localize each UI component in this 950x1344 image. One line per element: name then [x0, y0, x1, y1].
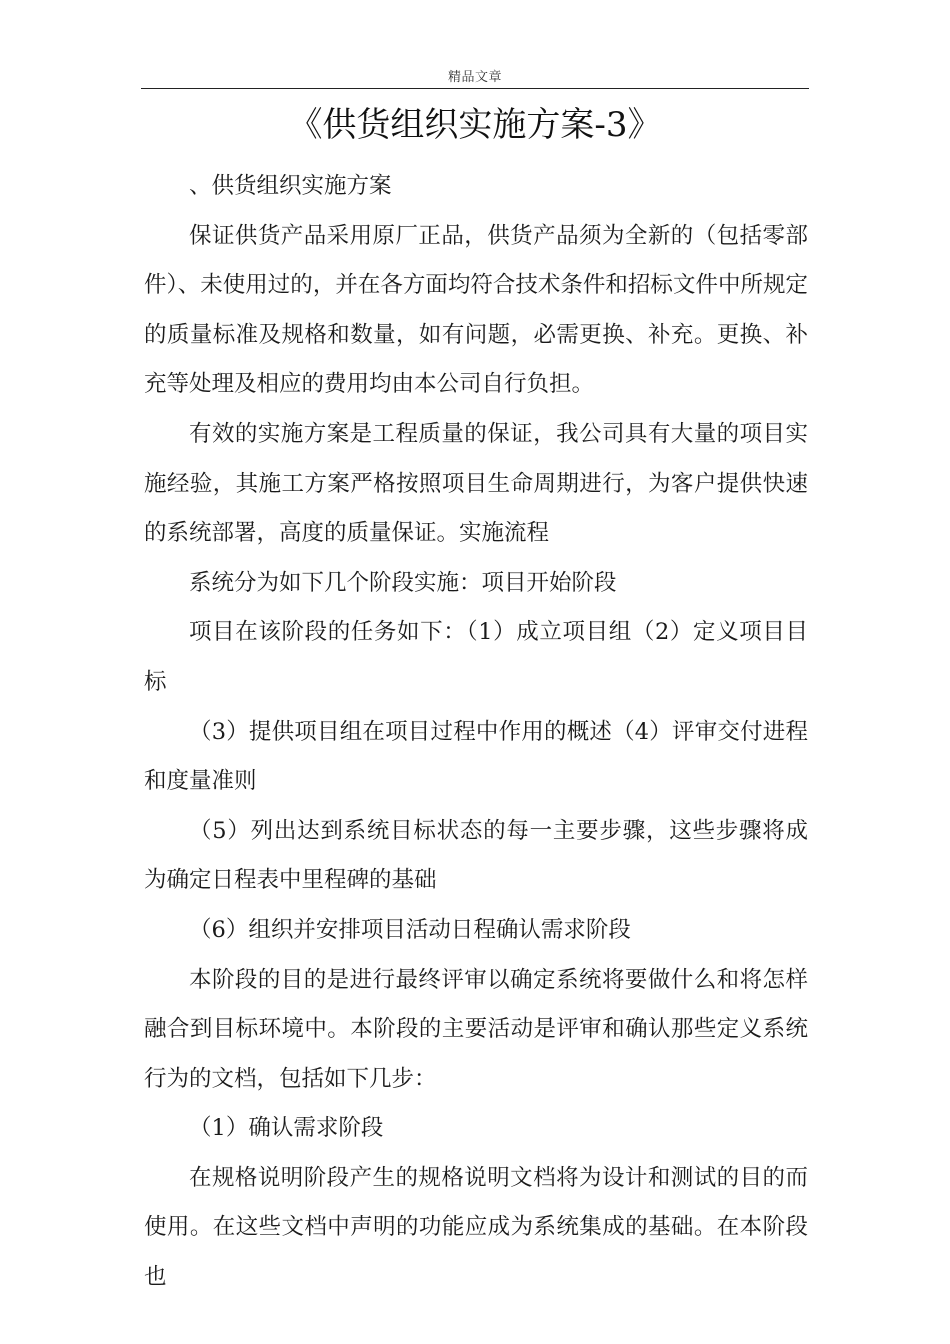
- paragraph-task-3-4: （3）提供项目组在项目过程中作用的概述（4）评审交付进程和度量准则: [144, 718, 808, 795]
- paragraph-implementation-plan: 有效的实施方案是工程质量的保证，我公司具有大量的项目实施经验，其施工方案严格按照项目生命周期进行，为客户提供快速的系统部署，高度的质量保证。实施流程: [144, 420, 808, 547]
- paragraph-spec-documents: 在规格说明阶段产生的规格说明文档将为设计和测试的目的而使用。在这些文档中声明的功能应成为系统集成的基础。在本阶段也: [144, 1164, 808, 1291]
- paragraph-section-heading: 、供货组织实施方案: [189, 173, 392, 199]
- header-divider: [141, 88, 809, 89]
- paragraph-task-5: （5）列出达到系统目标状态的每一主要步骤，这些步骤将成为确定日程表中里程碑的基础: [144, 817, 808, 894]
- document-body: [144, 162, 808, 1303]
- paragraph-requirements-purpose: 本阶段的目的是进行最终评审以确定系统将要做什么和将怎样融合到目标环境中。本阶段的主要活动是评审和确认那些定义系统行为的文档，包括如下几步：: [144, 966, 808, 1092]
- document-title: 《供货组织实施方案-3》: [288, 105, 662, 145]
- paragraph-quality-guarantee: 保证供货产品采用原厂正品，供货产品须为全新的（包括零部件）、未使用过的，并在各方面均符合技术条件和招标文件中所规定的质量标准及规格和数量，如有问题，必需更换、补充。更换、补充等处理及相应的费用均由本公司自行负担。: [144, 222, 808, 398]
- page-header-label: 精品文章: [447, 70, 502, 85]
- paragraph-confirm-requirements: （1）确认需求阶段: [189, 1115, 384, 1142]
- paragraph-phases-intro: 系统分为如下几个阶段实施：项目开始阶段: [189, 569, 617, 596]
- paragraph-phase-tasks: 项目在该阶段的任务如下：（1）成立项目组（2）定义项目目标: [144, 619, 808, 695]
- paragraph-task-6: （6）组织并安排项目活动日程确认需求阶段: [189, 916, 631, 943]
